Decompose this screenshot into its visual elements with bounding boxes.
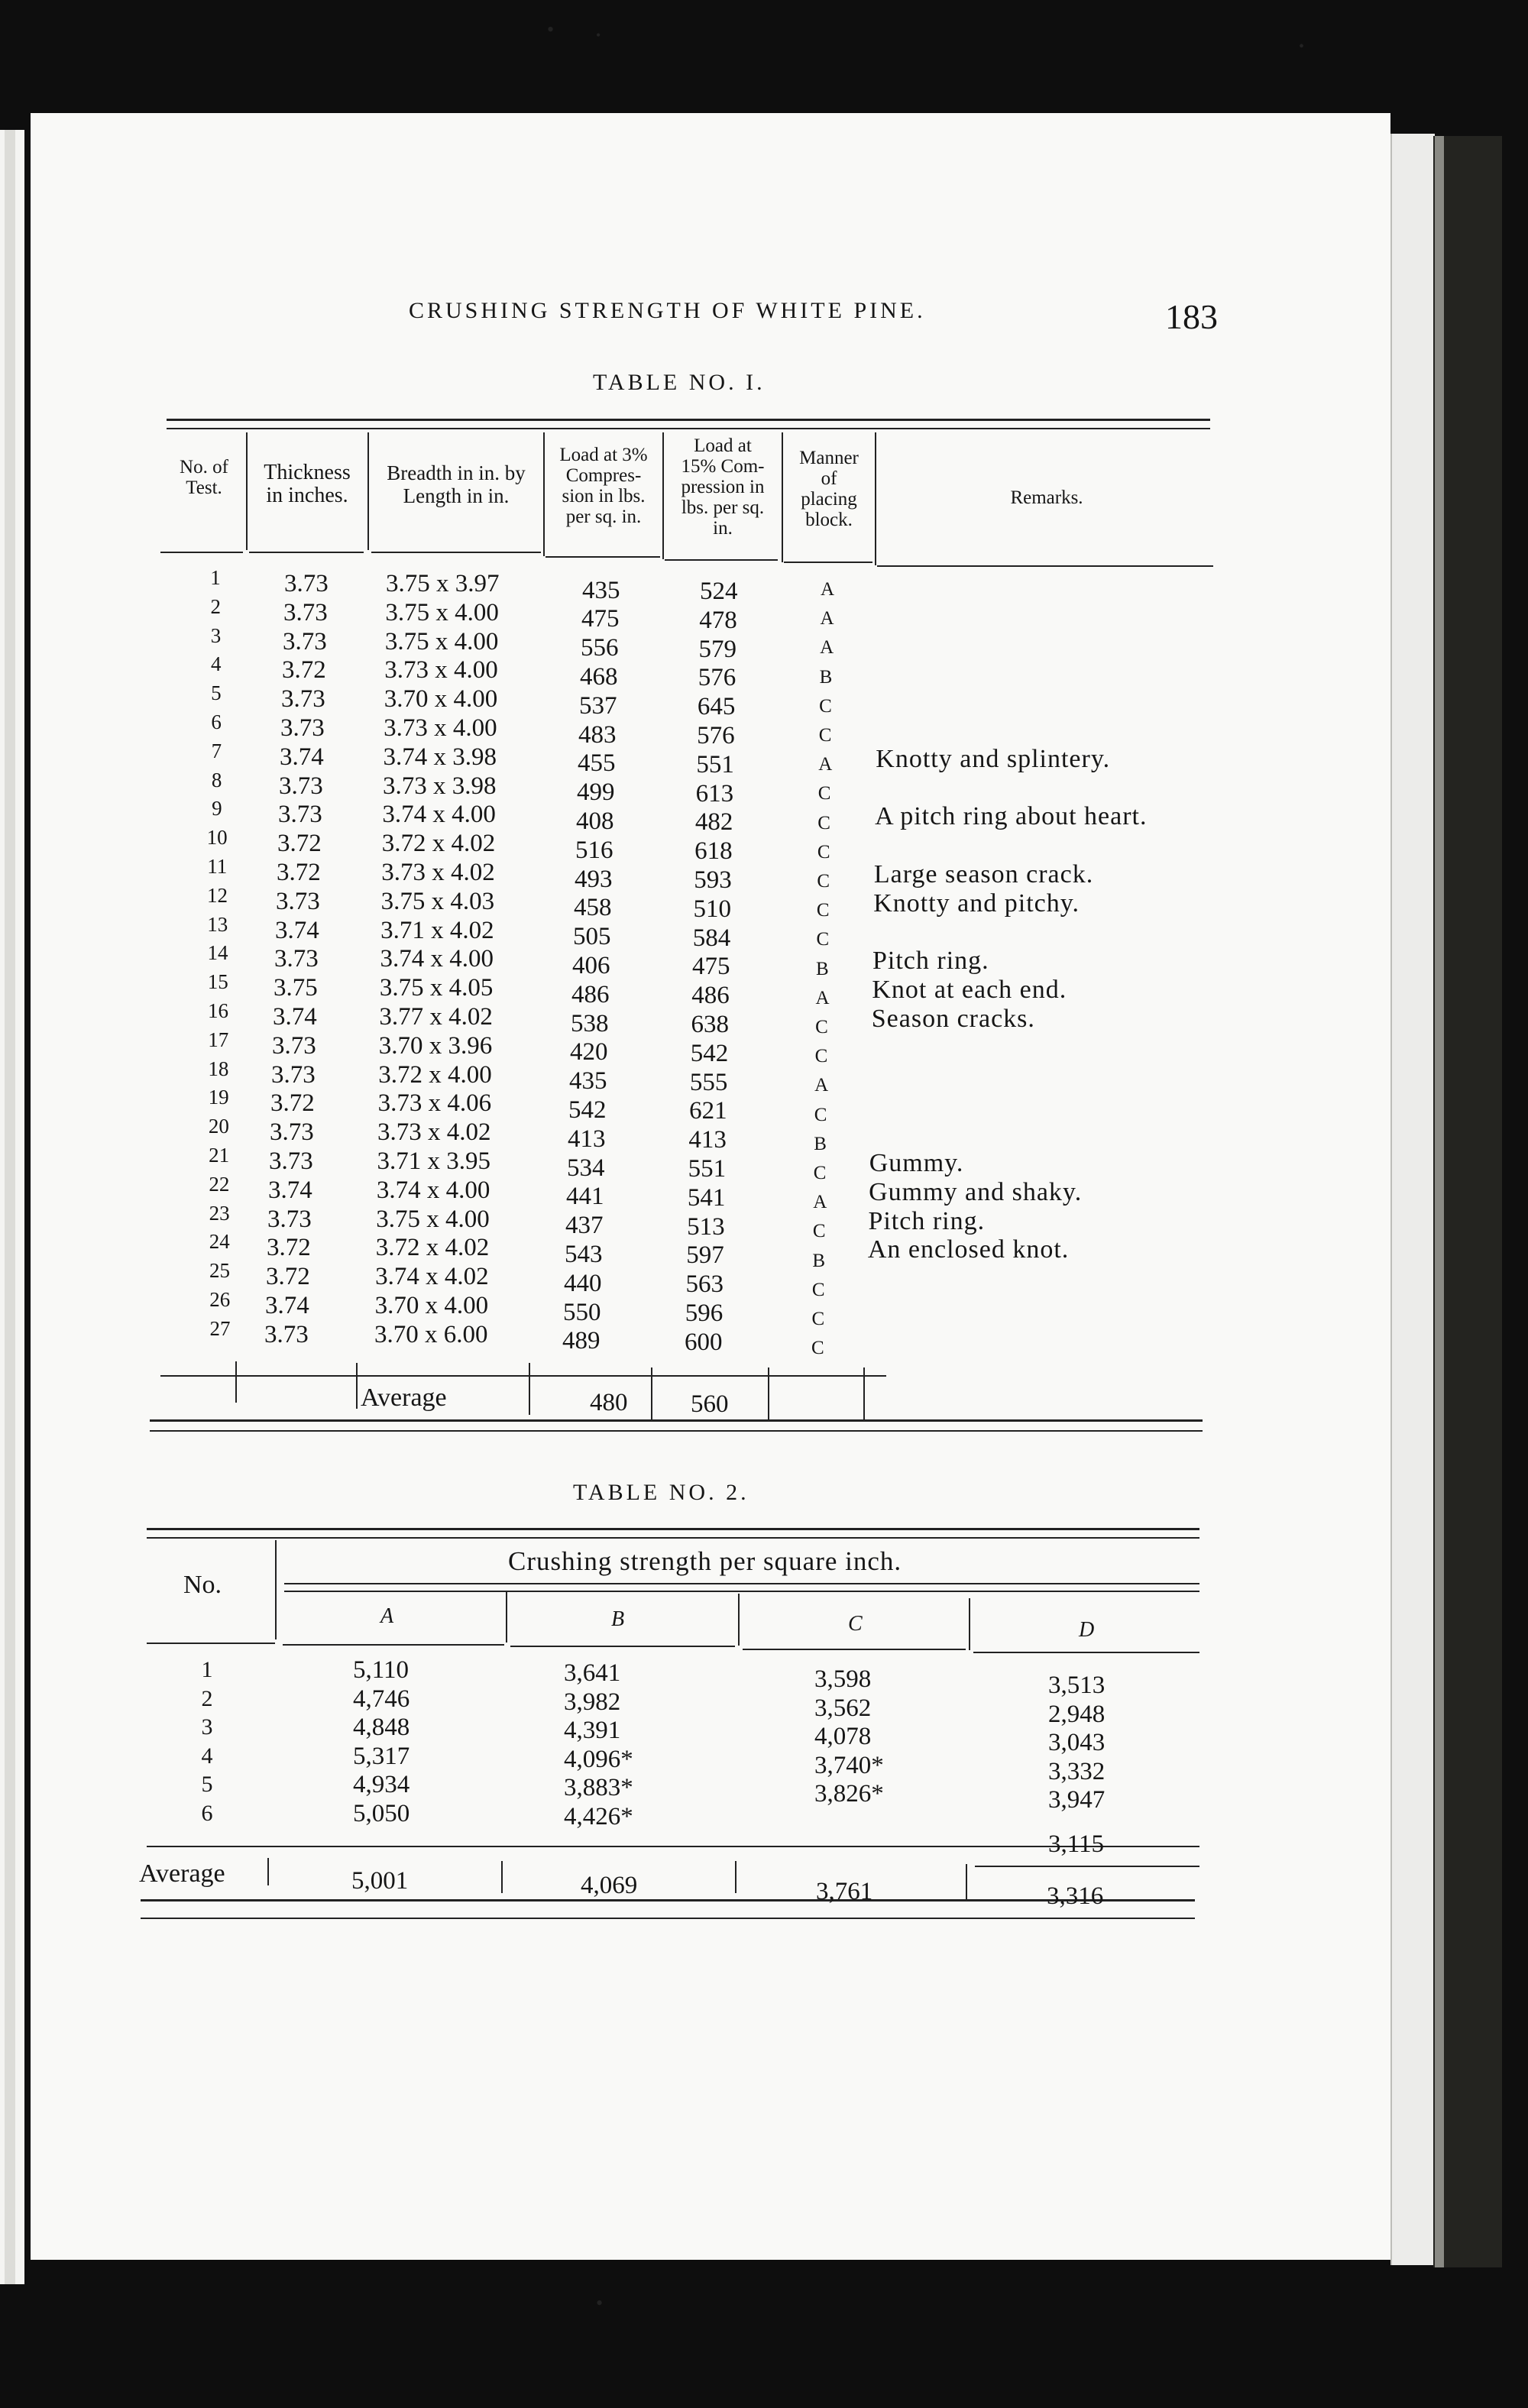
table1-row-11-load-15-percent: 593 (694, 866, 732, 894)
table1-row-10-test-number: 10 (206, 826, 228, 850)
table1-row-8-test-number: 8 (211, 768, 222, 791)
table1-row-15-breadth-by-length: 3.75 x 4.05 (379, 974, 494, 1002)
table1-row-2-breadth-by-length: 3.75 x 4.00 (385, 598, 499, 626)
table1-row-1-thickness: 3.73 (284, 570, 329, 597)
table1-row-11-remark: Large season crack. (873, 860, 1094, 888)
table1-row-4-load-3-percent: 468 (580, 662, 618, 691)
table1-row-1-test-number: 1 (210, 566, 221, 589)
table1-row-14-remark: Pitch ring. (872, 947, 989, 976)
table1-row-25-manner-of-placing: C (811, 1279, 825, 1300)
table1-row-24-thickness: 3.72 (267, 1234, 311, 1262)
table1-row-22-breadth-by-length: 3.74 x 4.00 (376, 1176, 490, 1204)
table2-average-label: Average (139, 1859, 225, 1888)
table1-row-26-breadth-by-length: 3.70 x 4.00 (374, 1292, 489, 1319)
table1-row-8-breadth-by-length: 3.73 x 3.98 (382, 772, 497, 800)
table2-row-4-a: 5,317 (353, 1742, 410, 1770)
table1-row-21-thickness: 3.73 (269, 1147, 313, 1175)
table1-row-4-thickness: 3.72 (282, 656, 326, 685)
table1-row-15-load-15-percent: 486 (691, 982, 730, 1010)
table1-row-21-load-15-percent: 551 (688, 1155, 727, 1183)
table1-row-18-thickness: 3.73 (271, 1060, 316, 1089)
table1-row-5-load-3-percent: 537 (579, 691, 617, 720)
table1-row-19-breadth-by-length: 3.73 x 4.06 (377, 1089, 492, 1118)
table2-row-1-b: 3,641 (564, 1659, 621, 1687)
table1-row-6-load-15-percent: 576 (697, 722, 735, 749)
table2-average-c: 3,761 (816, 1878, 873, 1905)
table1-row-8-manner-of-placing: C (817, 783, 831, 804)
table2-row-3-d: 3,043 (1048, 1729, 1106, 1757)
table1-row-11-manner-of-placing: C (817, 871, 830, 892)
table1-row-3-manner-of-placing: A (820, 637, 834, 659)
table2-row-2-a: 4,746 (353, 1685, 410, 1713)
table1-row-2-test-number: 2 (210, 594, 221, 618)
table1-row-16-test-number: 16 (207, 999, 228, 1022)
table1-row-3-load-3-percent: 556 (581, 634, 619, 662)
table1-row-3-thickness: 3.73 (283, 627, 327, 655)
table2-row-3-a: 4,848 (353, 1714, 410, 1742)
table1-row-15-remark: Knot at each end. (872, 976, 1067, 1005)
table1-row-1-load-3-percent: 435 (582, 576, 620, 604)
table1-row-24-breadth-by-length: 3.72 x 4.02 (375, 1234, 490, 1262)
table1-row-23-remark: Pitch ring. (868, 1206, 986, 1235)
table1-row-10-breadth-by-length: 3.72 x 4.02 (381, 830, 496, 858)
table1-row-10-load-15-percent: 618 (694, 837, 733, 866)
table1-row-16-manner-of-placing: C (815, 1017, 828, 1037)
table1-row-7-load-15-percent: 551 (696, 750, 734, 778)
table1-row-27-test-number: 27 (209, 1316, 231, 1340)
table1-row-20-breadth-by-length: 3.73 x 4.02 (377, 1118, 491, 1147)
table1-row-7-manner-of-placing: A (818, 754, 833, 775)
table1-row-22-load-3-percent: 441 (566, 1183, 604, 1211)
table1-row-5-load-15-percent: 645 (697, 693, 736, 721)
table1-row-9-test-number: 9 (212, 797, 222, 820)
table1-row-24-manner-of-placing: B (812, 1250, 826, 1271)
table1-row-26-load-15-percent: 596 (685, 1299, 724, 1327)
table1-row-18-test-number: 18 (208, 1057, 229, 1080)
table1-row-15-test-number: 15 (207, 970, 228, 994)
table1-row-15-thickness: 3.75 (274, 974, 318, 1002)
average-load-15-percent: 560 (691, 1390, 729, 1418)
table1-row-3-load-15-percent: 579 (698, 635, 736, 663)
table1-row-18-load-15-percent: 555 (689, 1068, 728, 1096)
table1-row-23-test-number: 23 (209, 1201, 230, 1225)
table1-row-13-thickness: 3.74 (275, 916, 319, 944)
table1-row-12-load-3-percent: 458 (574, 894, 612, 922)
table1-row-9-thickness: 3.73 (278, 801, 322, 829)
table1-row-7-thickness: 3.74 (280, 743, 324, 771)
table1-row-17-load-3-percent: 420 (570, 1038, 608, 1066)
header-breadth-length: Breadth in in. by Length in in. (387, 461, 526, 507)
table1-row-3-breadth-by-length: 3.75 x 4.00 (384, 627, 499, 655)
table2-row-6-d: 3,115 (1048, 1830, 1105, 1858)
table2-col-d: D (1079, 1618, 1095, 1642)
table2-row-4-c: 3,740* (814, 1751, 884, 1779)
table1-row-23-thickness: 3.73 (267, 1205, 312, 1233)
table1-row-9-remark: A pitch ring about heart. (875, 802, 1148, 831)
table1-row-12-breadth-by-length: 3.75 x 4.03 (380, 887, 495, 915)
scan-speck: • (596, 28, 601, 43)
table1-row-11-load-3-percent: 493 (575, 865, 613, 893)
table1-row-22-remark: Gummy and shaky. (869, 1177, 1083, 1206)
table2-average-a: 5,001 (351, 1867, 409, 1895)
table1-row-10-thickness: 3.72 (277, 830, 322, 858)
table1-row-7-breadth-by-length: 3.74 x 3.98 (383, 743, 497, 771)
table1-row-17-load-15-percent: 542 (690, 1039, 729, 1067)
table2-row-3-b: 4,391 (564, 1717, 621, 1745)
table1-row-23-breadth-by-length: 3.75 x 4.00 (376, 1205, 490, 1233)
table2-row-1-d: 3,513 (1048, 1672, 1106, 1699)
table2-row-3-c: 4,078 (814, 1723, 872, 1751)
table1-row-16-load-3-percent: 538 (571, 1009, 609, 1037)
table1-row-27-thickness: 3.73 (264, 1320, 309, 1348)
table1-row-15-load-3-percent: 486 (571, 980, 610, 1008)
table1-row-14-load-3-percent: 406 (572, 951, 610, 979)
table2-average-d: 3,316 (1047, 1882, 1104, 1910)
table1-row-8-thickness: 3.73 (279, 772, 323, 800)
table1-row-5-test-number: 5 (211, 681, 222, 705)
table1-row-27-load-3-percent: 489 (562, 1327, 601, 1355)
table1-row-19-test-number: 19 (208, 1086, 229, 1109)
table2-row-2-c: 3,562 (814, 1694, 872, 1722)
table2-row-2-b: 3,982 (564, 1688, 621, 1716)
table1-row-4-load-15-percent: 576 (698, 664, 736, 692)
table1-row-27-breadth-by-length: 3.70 x 6.00 (374, 1320, 488, 1348)
page-number: 183 (1165, 297, 1218, 336)
header-thickness: Thickness in inches. (264, 461, 351, 507)
scan-speck: • (1299, 38, 1305, 55)
table1-caption: TABLE NO. I. (593, 370, 766, 395)
table1-row-27-load-15-percent: 600 (685, 1328, 723, 1356)
table1-row-23-load-15-percent: 513 (687, 1212, 725, 1241)
table1-row-10-manner-of-placing: C (817, 841, 830, 863)
table1-row-23-load-3-percent: 437 (565, 1212, 604, 1240)
table1-row-16-load-15-percent: 638 (691, 1011, 729, 1038)
header-manner: Manner of placing block. (799, 448, 859, 530)
table1-row-8-load-3-percent: 499 (577, 778, 615, 807)
table1-row-22-test-number: 22 (209, 1172, 230, 1196)
table1-row-24-load-15-percent: 597 (686, 1241, 724, 1270)
table1-row-19-load-15-percent: 621 (689, 1097, 727, 1125)
table1-row-16-breadth-by-length: 3.77 x 4.02 (379, 1003, 493, 1031)
table2-row-2-number: 2 (201, 1685, 213, 1711)
table1-row-14-test-number: 14 (207, 941, 228, 965)
table1-row-12-load-15-percent: 510 (693, 895, 732, 923)
table1-row-6-load-3-percent: 483 (578, 720, 617, 749)
table1-row-26-manner-of-placing: C (811, 1309, 825, 1329)
table1-row-9-load-15-percent: 482 (694, 808, 733, 837)
table1-row-1-breadth-by-length: 3.75 x 3.97 (386, 570, 500, 597)
table1-row-12-thickness: 3.73 (276, 887, 320, 915)
table1-row-15-manner-of-placing: A (815, 987, 830, 1008)
table2-row-4-b: 4,096* (564, 1745, 633, 1773)
table2-row-6-a: 5,050 (353, 1800, 410, 1827)
table1-row-4-manner-of-placing: B (819, 666, 833, 688)
table1-row-6-test-number: 6 (211, 710, 222, 733)
table1-row-13-test-number: 13 (207, 912, 228, 936)
table2-group-header: Crushing strength per square inch. (508, 1546, 902, 1576)
table1-row-26-test-number: 26 (209, 1288, 231, 1311)
cover-highlight (1435, 136, 1444, 2267)
scan-speck: • (596, 2292, 604, 2314)
table2-row-6-b: 4,426* (564, 1803, 633, 1830)
table1-row-6-manner-of-placing: C (818, 725, 832, 746)
table1-row-25-test-number: 25 (209, 1259, 231, 1283)
table1-row-22-manner-of-placing: A (813, 1192, 827, 1213)
table2-row-1-a: 5,110 (353, 1656, 410, 1684)
header-remarks: Remarks. (1010, 487, 1083, 508)
table1-row-9-load-3-percent: 408 (576, 807, 614, 835)
table2-row-2-d: 2,948 (1048, 1700, 1106, 1728)
table1-row-20-test-number: 20 (208, 1115, 229, 1138)
table1-row-24-test-number: 24 (209, 1230, 230, 1254)
table1-row-1-manner-of-placing: A (821, 579, 835, 600)
table1-row-17-test-number: 17 (208, 1028, 229, 1051)
table1-row-11-breadth-by-length: 3.73 x 4.02 (381, 859, 495, 886)
table1-row-27-manner-of-placing: C (811, 1338, 824, 1359)
table1-row-21-load-3-percent: 534 (567, 1154, 605, 1182)
table1-row-13-manner-of-placing: C (816, 929, 830, 950)
table1-row-17-thickness: 3.73 (272, 1031, 316, 1060)
table2-col-a: A (380, 1604, 394, 1628)
table2-no-header: No. (183, 1571, 222, 1599)
table1-row-20-thickness: 3.73 (270, 1118, 314, 1147)
table1-row-26-thickness: 3.74 (265, 1292, 309, 1319)
table1-row-25-thickness: 3.72 (266, 1263, 310, 1291)
table2-row-6-number: 6 (201, 1801, 213, 1826)
table1-row-17-breadth-by-length: 3.70 x 3.96 (378, 1031, 493, 1060)
table2-row-5-b: 3,883* (564, 1774, 633, 1802)
table1-row-7-test-number: 7 (211, 739, 222, 762)
table2-row-1-number: 1 (201, 1657, 213, 1682)
table2-row-4-d: 3,332 (1048, 1757, 1106, 1785)
table2-row-1-c: 3,598 (814, 1665, 872, 1693)
table1-row-5-manner-of-placing: C (819, 695, 832, 717)
table1-row-5-breadth-by-length: 3.70 x 4.00 (384, 685, 498, 714)
table1-row-17-manner-of-placing: C (814, 1046, 828, 1067)
page-stack-edge (1390, 134, 1435, 2265)
table1-row-12-manner-of-placing: C (816, 900, 830, 921)
table1-row-25-load-15-percent: 563 (685, 1270, 724, 1299)
table2-caption: TABLE NO. 2. (573, 1480, 749, 1505)
average-label: Average (361, 1384, 447, 1412)
table1-row-22-load-15-percent: 541 (687, 1183, 726, 1212)
table1-row-14-manner-of-placing: B (816, 958, 829, 979)
table2-row-5-a: 4,934 (353, 1771, 410, 1799)
table1-row-20-load-15-percent: 413 (688, 1126, 727, 1154)
table1-row-10-load-3-percent: 516 (575, 836, 613, 864)
table1-row-21-manner-of-placing: C (813, 1163, 827, 1183)
header-load-15-percent: Load at 15% Com- pression in lbs. per sq. in. (681, 435, 765, 539)
table2-row-5-number: 5 (201, 1772, 213, 1798)
table1-row-13-breadth-by-length: 3.71 x 4.02 (380, 916, 494, 944)
table1-row-20-load-3-percent: 413 (568, 1125, 606, 1153)
table1-row-19-load-3-percent: 542 (568, 1096, 607, 1124)
table1-row-3-test-number: 3 (210, 623, 222, 647)
table1-row-23-manner-of-placing: C (812, 1221, 826, 1242)
table1-row-11-thickness: 3.72 (277, 859, 321, 886)
table1-row-13-load-15-percent: 584 (692, 924, 731, 952)
table1-row-1-load-15-percent: 524 (700, 578, 738, 605)
table1-row-9-manner-of-placing: C (817, 812, 830, 833)
table1-row-19-thickness: 3.72 (270, 1089, 315, 1118)
table2-row-5-c: 3,826* (814, 1780, 884, 1808)
table2-row-4-number: 4 (201, 1743, 213, 1769)
table1-row-2-load-3-percent: 475 (581, 605, 620, 633)
table1-row-12-remark: Knotty and pitchy. (873, 888, 1080, 918)
table1-row-2-manner-of-placing: A (820, 608, 834, 630)
table1-row-12-test-number: 12 (207, 883, 228, 907)
table1-row-18-manner-of-placing: A (814, 1075, 829, 1096)
table2-row-5-d: 3,947 (1048, 1786, 1106, 1814)
table1-row-2-thickness: 3.73 (283, 598, 328, 626)
table1-row-5-thickness: 3.73 (281, 685, 325, 714)
table1-row-4-test-number: 4 (210, 652, 222, 676)
header-load-3-percent: Load at 3% Compres- sion in lbs. per sq. in. (559, 445, 648, 527)
average-load-3-percent: 480 (590, 1389, 628, 1416)
table1-row-19-manner-of-placing: C (814, 1104, 827, 1125)
table1-row-16-thickness: 3.74 (273, 1003, 317, 1031)
table1-row-6-breadth-by-length: 3.73 x 4.00 (384, 714, 497, 742)
table1-row-14-thickness: 3.73 (274, 945, 319, 973)
table1-row-24-remark: An enclosed knot. (867, 1235, 1070, 1264)
table1-row-9-breadth-by-length: 3.74 x 4.00 (382, 801, 496, 829)
table2-col-c: C (848, 1612, 863, 1636)
table1-row-14-load-15-percent: 475 (692, 953, 730, 981)
table2-col-b: B (611, 1607, 625, 1631)
table1-row-22-thickness: 3.74 (268, 1176, 312, 1204)
scan-speck: • (547, 18, 555, 40)
table1-row-11-test-number: 11 (207, 855, 228, 878)
table1-row-8-load-15-percent: 613 (695, 779, 734, 808)
table2-row-3-number: 3 (201, 1714, 213, 1740)
table2-average-b: 4,069 (581, 1872, 638, 1899)
running-head: CRUSHING STRENGTH OF WHITE PINE. (409, 298, 926, 323)
table1-row-14-breadth-by-length: 3.74 x 4.00 (380, 945, 494, 973)
facing-page-shadow (5, 130, 15, 2284)
table1-row-13-load-3-percent: 505 (573, 923, 611, 951)
table1-row-21-breadth-by-length: 3.71 x 3.95 (377, 1147, 490, 1175)
table1-row-24-load-3-percent: 543 (565, 1240, 603, 1268)
table1-row-20-manner-of-placing: B (814, 1133, 827, 1154)
table1-row-18-load-3-percent: 435 (569, 1067, 607, 1096)
table1-row-18-breadth-by-length: 3.72 x 4.00 (378, 1060, 492, 1089)
table1-row-4-breadth-by-length: 3.73 x 4.00 (384, 656, 498, 685)
table1-row-16-remark: Season cracks. (871, 1005, 1035, 1033)
table1-row-26-load-3-percent: 550 (563, 1298, 601, 1326)
table1-row-6-thickness: 3.73 (280, 714, 325, 742)
table1-row-25-load-3-percent: 440 (564, 1269, 602, 1297)
table1-row-25-breadth-by-length: 3.74 x 4.02 (375, 1263, 489, 1291)
table1-row-21-test-number: 21 (209, 1144, 230, 1167)
table1-row-7-load-3-percent: 455 (578, 749, 616, 778)
table1-row-2-load-15-percent: 478 (699, 606, 737, 634)
table1-row-7-remark: Knotty and splintery. (876, 744, 1111, 773)
header-test-number: No. of Test. (180, 457, 228, 498)
table1-row-21-remark: Gummy. (869, 1149, 964, 1177)
